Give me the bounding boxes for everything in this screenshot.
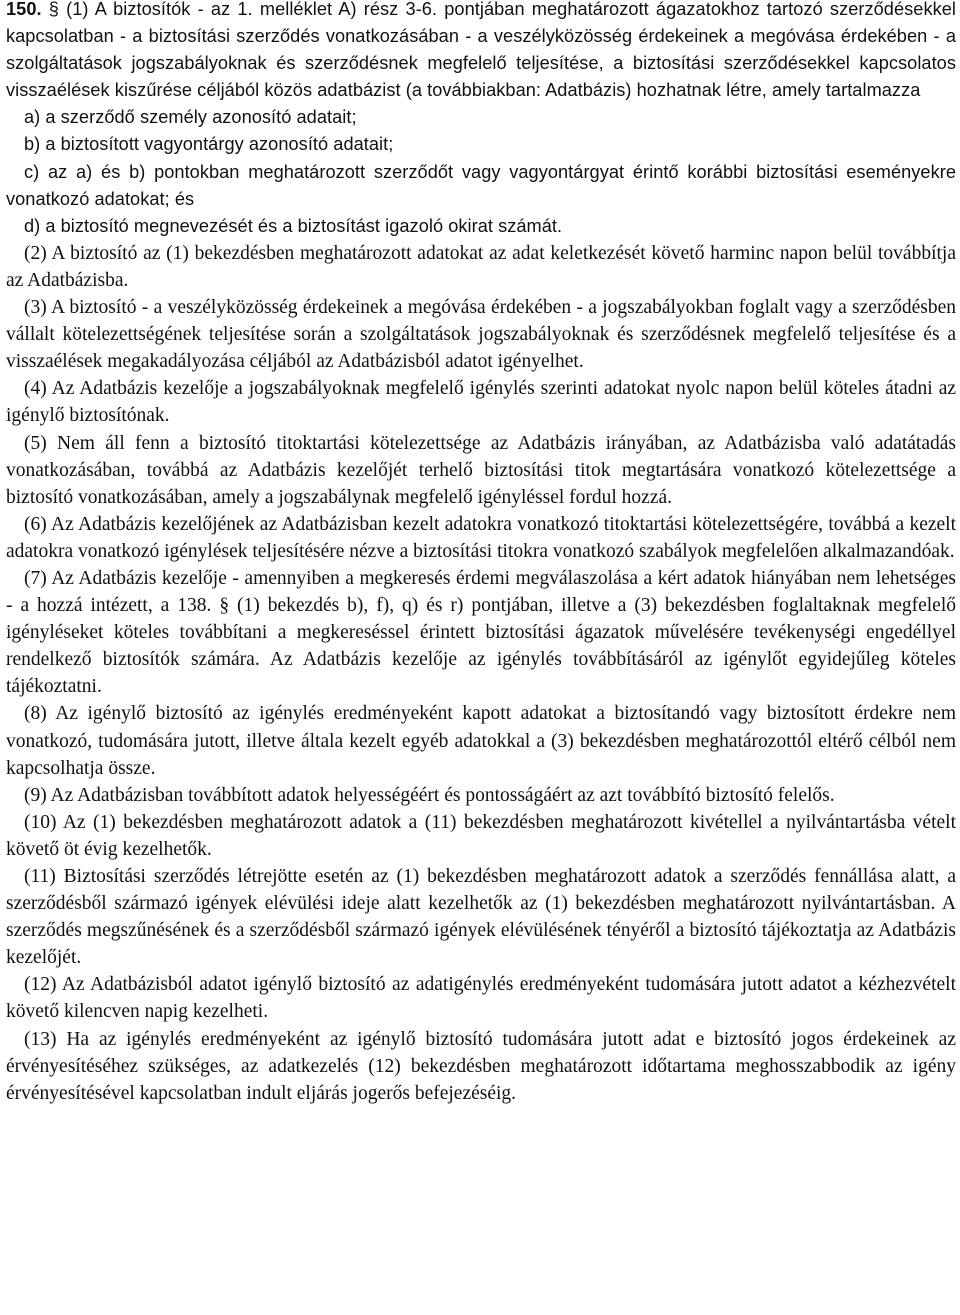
paragraph-11: (11) Biztosítási szerződés létrejötte esetén az (1) bekezdésben meghatározott adatok a szerződés fennállása alatt, a szerződésből származó igények elévülési ideje alatt kezelhetők az (1) bekezdésben meghatározott nyilvántartásban. A szerződés megszűnésének és a szerződésből származó igények elévülésének tényéről a biztosító tájékoztatja az Adatbázis kezelőjét.: [6, 866, 956, 969]
document-page: [6, 0, 956, 1107]
article-intro: § (1) A biztosítók - az 1. melléklet A) rész 3-6. pontjában meghatározott ágazatokhoz tartozó szerződésekkel kapcsolatban - a biztosítási szerződés vonatkozásában - a veszélyközösség érdekeinek a megóvása érdekében - a szolgáltatások jogszabályoknak és szerződésnek megfelelő teljesítése, a biztosítási szerződésekkel kapcsolatos visszaélések kiszűrése céljából közös adatbázist (a továbbiakban: Adatbázis) hozhatnak létre, amely tartalmazza: [6, 0, 956, 101]
list-item-a: a) a szerződő személy azonosító adatait;: [24, 107, 357, 128]
paragraph-13: (13) Ha az igénylés eredményeként az igénylő biztosító tudomására jutott adat e biztosító jogos érdekeinek az érvényesítéséhez szükséges, az adatkezelés (12) bekezdésben meghatározott időtartama meghosszabbodik az igény érvényesítésével kapcsolatban indult eljárás jogerős befejezéséig.: [6, 1028, 956, 1104]
paragraph-4: (4) Az Adatbázis kezelője a jogszabályoknak megfelelő igénylés szerinti adatokat nyolc napon belül köteles átadni az igénylő biztosítónak.: [6, 378, 956, 427]
article-150-paragraph-1: [6, 0, 956, 104]
paragraph-12: (12) Az Adatbázisból adatot igénylő biztosító az adatigénylés eredményeként tudomására jutott adatot a kézhezvételt követő kilencven napig kezelheti.: [6, 974, 956, 1023]
paragraph-2: (2) A biztosító az (1) bekezdésben meghatározott adatokat az adat keletkezését követő harminc napon belül továbbítja az Adatbázisba.: [6, 242, 956, 291]
list-item-b: b) a biztosított vagyontárgy azonosító adatait;: [24, 134, 394, 155]
paragraph-5: (5) Nem áll fenn a biztosító titoktartási kötelezettsége az Adatbázis irányában, az Adatbázisba való adatátadás vonatkozásában, továbbá az Adatbázis kezelőjét terhelő biztosítási titok megtartására vonatkozó kötelezettsége a biztosító vonatkozásában, amely a jogszabálynak megfelelő igényléssel fordul hozzá.: [6, 432, 956, 508]
list-item-c: c) az a) és b) pontokban meghatározott szerződőt vagy vagyontárgyat érintő korábbi biztosítási eseményekre vonatkozó adatokat; és: [6, 161, 956, 209]
paragraph-9: (9) Az Adatbázisban továbbított adatok helyességéért és pontosságáért az azt továbbító biztosító felelős.: [24, 784, 835, 806]
paragraph-8: (8) Az igénylő biztosító az igénylés eredményeként kapott adatokat a biztosítandó vagy biztosított érdekre nem vonatkozó, tudomására jutott, illetve általa kezelt egyéb adatokkal a (3) bekezdésben meghatározottól eltérő célból nem kapcsolhatja össze.: [6, 703, 956, 779]
paragraph-7: (7) Az Adatbázis kezelője - amennyiben a megkeresés érdemi megválaszolása a kért adatok hiányában nem lehetséges - a hozzá intézett, a 138. § (1) bekezdés b), f), q) és r) pontjában, illetve a (3) bekezdésben foglaltaknak megfelelő igényléseket köteles továbbítani a megkereséssel érintett biztosítási ágazatok művelésére tevékenységi engedéllyel rendelkező biztosítók számára. Az Adatbázis kezelője az igénylés továbbításáról az igénylőt egyidejűleg köteles tájékoztatni.: [6, 567, 956, 698]
list-item-d: d) a biztosító megnevezését és a biztosítást igazoló okirat számát.: [24, 215, 563, 236]
paragraph-10: (10) Az (1) bekezdésben meghatározott adatok a (11) bekezdésben meghatározott kivétellel a nyilvántartásba vételt követő öt évig kezelhetők.: [6, 811, 956, 860]
paragraph-3: (3) A biztosító - a veszélyközösség érdekeinek a megóvása érdekében - a jogszabályokban foglalt vagy a szerződésben vállalt kötelezettségének teljesítése során a szolgáltatások jogszabályoknak és szerződésnek megfelelő teljesítése és a visszaélések megakadályozása céljából az Adatbázisból adatot igényelhet.: [6, 297, 956, 373]
paragraph-6: (6) Az Adatbázis kezelőjének az Adatbázisban kezelt adatokra vonatkozó titoktartási kötelezettségére, továbbá a kezelt adatokra vonatkozó igénylések teljesítésére nézve a biztosítási titokra vonatkozó szabályok megfelelően alkalmazandóak.: [6, 513, 956, 562]
article-number: 150.: [6, 0, 42, 19]
